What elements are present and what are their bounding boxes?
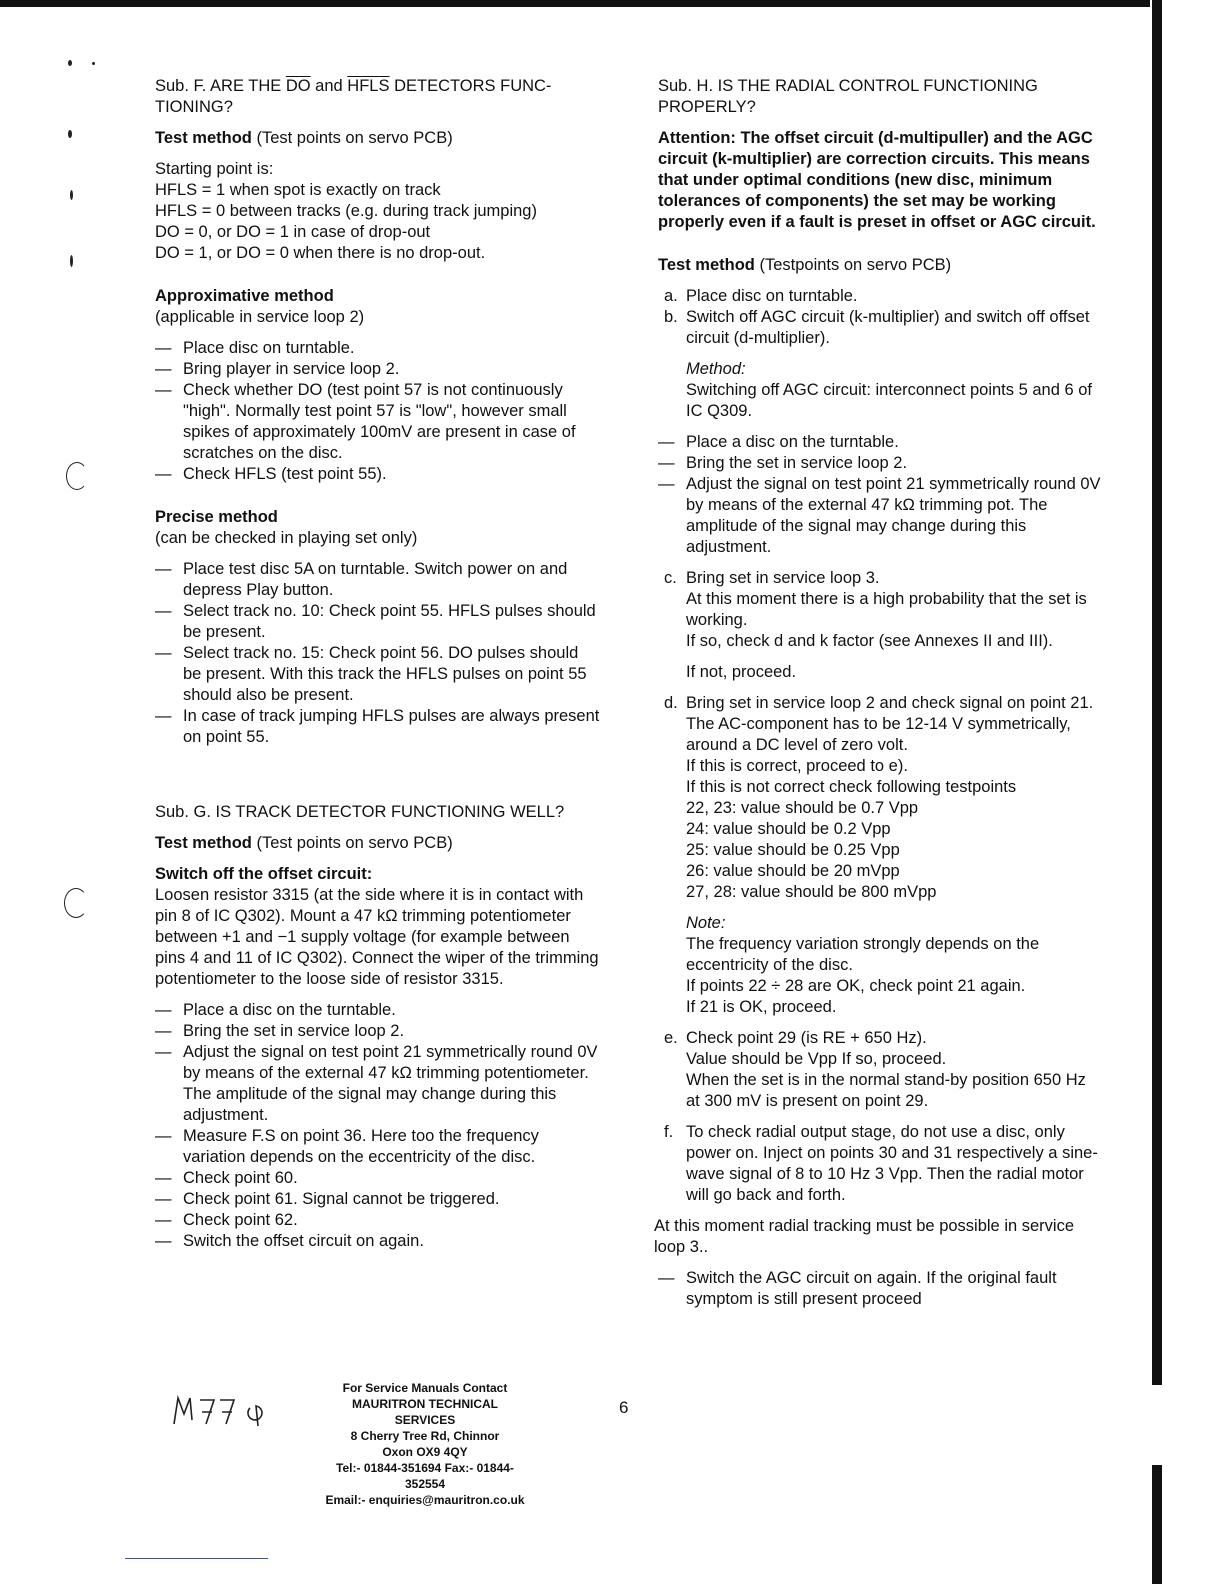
start-line: HFLS = 0 between tracks (e.g. during track jumping)	[155, 202, 537, 220]
list-item: — Check point 60.	[155, 1168, 600, 1189]
sub-f-title: Sub. F. ARE THE $\overline{DO}$ and HFLS DETECTORS FUNC- TIONING?	[155, 77, 552, 116]
precise-method-title: Precise method	[155, 508, 278, 526]
approx-method-sub: (applicable in service loop 2)	[155, 308, 365, 326]
testpoint-value: 26: value should be 20 mVpp	[686, 862, 900, 880]
scan-speck	[68, 60, 72, 66]
scan-right-border-lower	[1152, 1465, 1162, 1584]
start-line: HFLS = 1 when spot is exactly on track	[155, 181, 441, 199]
sub-h-list-cont	[658, 568, 1103, 1206]
list-item: — Switch the AGC circuit on again. If the original fault symptom is still present proceed	[658, 1268, 1103, 1310]
switch-off-title: Switch off the offset circuit:	[155, 865, 373, 883]
sub-h-list	[658, 286, 1103, 422]
sub-g-list	[155, 1000, 600, 1252]
test-method-f: Test method (Test points on servo PCB)	[155, 129, 453, 147]
list-item: — Switch the offset circuit on again.	[155, 1231, 600, 1252]
list-item-d: d. Bring set in service loop 2 and check signal on point 21. The AC-component has to be 12-14 V symmetrically, around a DC level of zero volt. If this is correct, proceed to e). If this is not correct check following testpoints 22, 23: value should be 0.7 Vpp 24: value should be 0.2 Vpp 25: value should be 0.25 Vpp 26: value should be 20 mVpp 27, 28: value should be 800 mVpp Note: The frequency variation strongly depends on the eccentricity of the disc. If points 22 ÷ 28 are OK, check point 21 again. If 21 is OK, proceed.	[658, 693, 1103, 1018]
testpoint-value: 22, 23: value should be 0.7 Vpp	[686, 799, 919, 817]
list-item: — Measure F.S on point 36. Here too the frequency variation depends on the eccentricity of the disc.	[155, 1126, 600, 1168]
list-item: — In case of track jumping HFLS pulses are always present on point 55.	[155, 706, 600, 748]
footer-line: 8 Cherry Tree Rd, Chinnor	[350, 1429, 500, 1443]
list-item: — Check point 62.	[155, 1210, 600, 1231]
punch-hole-mark	[64, 888, 88, 918]
starting-point-intro: Starting point is:	[155, 160, 274, 178]
footer-contact	[322, 1380, 528, 1508]
handwritten-signature-icon	[170, 1390, 270, 1430]
attention-paragraph: Attention: The offset circuit (d-multipuller) and the AGC circuit (k-multiplier) are correction circuits. This means that under optimal conditions (new disc, minimum tolerances of components) the set may be working properly even if a fault is preset in offset or AGC circuit.	[658, 129, 1096, 231]
scan-speck	[92, 62, 95, 65]
list-item: — Place a disc on the turntable.	[155, 1000, 600, 1021]
testpoint-value: 24: value should be 0.2 Vpp	[686, 820, 891, 838]
list-item: — Select track no. 15: Check point 56. DO pulses should be present. With this track the HFLS pulses on point 55 should also be present.	[155, 643, 600, 706]
footer-line: For Service Manuals Contact	[342, 1381, 508, 1395]
footer-line: Tel:- 01844-351694 Fax:- 01844-352554	[336, 1461, 514, 1491]
list-item: — Adjust the signal on test point 21 symmetrically round 0V by means of the external 47 kΩ trimming potentiometer. The amplitude of the signal may change during this adjustment.	[155, 1042, 600, 1126]
method-text: Switching off AGC circuit: interconnect points 5 and 6 of IC Q309.	[686, 381, 1092, 420]
testpoint-value: 27, 28: value should be 800 mVpp	[686, 883, 937, 901]
list-item: — Place disc on turntable.	[155, 338, 600, 359]
list-item-e: e. Check point 29 (is RE + 650 Hz). Value should be Vpp If so, proceed. When the set is in the normal stand-by position 650 Hz at 300 mV is present on point 29.	[664, 1029, 1086, 1110]
list-item: — Select track no. 10: Check point 55. HFLS pulses should be present.	[155, 601, 600, 643]
list-item-b: b. Switch off AGC circuit (k-multiplier) and switch off offset circuit (d-multiplier). Method: Switching off AGC circuit: interconnect points 5 and 6 of IC Q309.	[658, 307, 1103, 422]
list-item: — Bring player in service loop 2.	[155, 359, 600, 380]
precise-method-sub: (can be checked in playing set only)	[155, 529, 418, 547]
scan-right-border	[1152, 0, 1162, 1385]
list-item-f: f. To check radial output stage, do not use a disc, only power on. Inject on points 30 and 31 respectively a sine-wave signal of 8 to 10 Hz 3 Vpp. Then the radial motor will go back and forth.	[664, 1123, 1098, 1204]
list-item: — Bring the set in service loop 2.	[658, 453, 1103, 474]
start-line: DO = 0, or DO = 1 in case of drop-out	[155, 223, 431, 241]
test-method-h: Test method (Testpoints on servo PCB)	[658, 256, 952, 274]
closing-list	[658, 1268, 1103, 1310]
scan-speck	[70, 255, 73, 267]
testpoint-value: 25: value should be 0.25 Vpp	[686, 841, 900, 859]
list-item: — Adjust the signal on test point 21 symmetrically round 0V by means of the external 47 kΩ trimming pot. The amplitude of the signal may change during this adjustment.	[658, 474, 1103, 558]
switch-off-text: Loosen resistor 3315 (at the side where it is in contact with pin 8 of IC Q302). Mount a 47 kΩ trimming potentiometer between +1 and −1 supply voltage (for example between pins 4 and 11 of IC Q302). Connect the wiper of the trimming potentiometer to the loose side of resistor 3315.	[155, 886, 599, 988]
list-item: — Bring the set in service loop 2.	[155, 1021, 600, 1042]
scan-top-border	[0, 0, 1150, 7]
handwritten-note	[170, 1390, 270, 1435]
start-line: DO = 1, or DO = 0 when there is no drop-out.	[155, 244, 486, 262]
list-item: — Check point 61. Signal cannot be triggered.	[155, 1189, 600, 1210]
page-number: 6	[619, 1398, 629, 1417]
sub-h-title: Sub. H. IS THE RADIAL CONTROL FUNCTIONING PROPERLY?	[658, 77, 1038, 116]
approx-method-list	[155, 338, 600, 485]
list-item-c: c. Bring set in service loop 3. At this moment there is a high probability that the set is working. If so, check d and k factor (see Annexes II and III). If not, proceed.	[664, 569, 1087, 681]
closing-paragraph: At this moment radial tracking must be possible in service loop 3..	[654, 1217, 1075, 1256]
punch-hole-mark	[66, 462, 88, 490]
approx-method-title: Approximative method	[155, 287, 334, 305]
left-column	[155, 76, 600, 1262]
test-method-g: Test method (Test points on servo PCB)	[155, 834, 453, 852]
footer-line: Oxon OX9 4QY	[382, 1445, 468, 1459]
list-item: — Place test disc 5A on turntable. Switch power on and depress Play button.	[155, 559, 600, 601]
scan-blue-line	[125, 1558, 268, 1559]
sub-g-title: Sub. G. IS TRACK DETECTOR FUNCTIONING WELL?	[155, 803, 565, 821]
note-label: Note:	[686, 914, 726, 932]
scan-speck	[68, 130, 72, 138]
scan-speck	[70, 190, 73, 200]
footer-line: Email:- enquiries@mauritron.co.uk	[325, 1493, 525, 1507]
list-item-a: a. Place disc on turntable.	[664, 287, 858, 305]
right-column	[654, 76, 1103, 1320]
starting-point-block	[155, 159, 600, 264]
list-item: — Check whether DO (test point 57 is not continuously "high". Normally test point 57 is "low", however small spikes of approximately 100mV are present in case of scratches on the disc.	[155, 380, 600, 464]
sub-h-dash-list	[658, 432, 1103, 558]
list-item: — Place a disc on the turntable.	[658, 432, 1103, 453]
precise-method-list	[155, 559, 600, 748]
method-label: Method:	[686, 360, 746, 378]
list-item: — Check HFLS (test point 55).	[155, 464, 600, 485]
footer-line: MAURITRON TECHNICAL SERVICES	[352, 1397, 498, 1427]
